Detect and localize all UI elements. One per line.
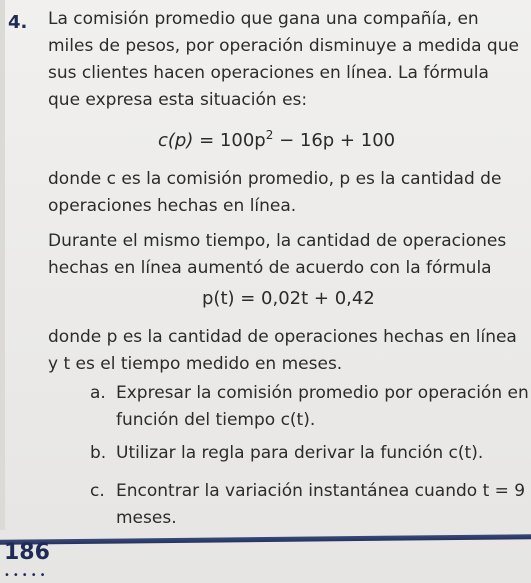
formula-commission — [158, 128, 395, 151]
middle-paragraph — [48, 228, 518, 282]
definition2-paragraph — [48, 324, 518, 378]
page-edge-shadow — [0, 0, 5, 530]
item-text: función del tiempo c(t). — [116, 410, 316, 430]
item-c — [90, 478, 526, 532]
item-text: Utilizar la regla para derivar la función c(t). — [116, 443, 484, 463]
page-number-dots: ••••• — [4, 570, 49, 581]
intro-line: La comisión promedio que gana una compañía, en — [48, 9, 479, 29]
item-a — [90, 380, 529, 434]
middle-line: hechas en línea aumentó de acuerdo con la fórmula — [48, 258, 492, 278]
intro-line: que expresa esta situación es: — [48, 90, 308, 110]
problem-number: 4. — [8, 12, 28, 33]
formula-rest: − 16p + 100 — [279, 130, 396, 151]
formula-lhs: c(p) — [158, 130, 194, 151]
definition2-line: donde p es la cantidad de operaciones hechas en línea — [48, 327, 517, 347]
intro-line: miles de pesos, por operación disminuye a medida que — [48, 36, 519, 56]
footer-rule — [0, 534, 531, 545]
definition2-line: y t es el tiempo medido en meses. — [48, 354, 343, 374]
formula-eq: = 100p — [199, 130, 266, 151]
definition-line: operaciones hechas en línea. — [48, 196, 297, 216]
page-number: 186 — [4, 540, 50, 565]
item-label: a. — [90, 383, 106, 403]
definition-paragraph — [48, 166, 518, 220]
item-label: c. — [90, 481, 105, 501]
item-text: Encontrar la variación instantánea cuando t = 9 — [116, 481, 526, 501]
middle-line: Durante el mismo tiempo, la cantidad de operaciones — [48, 231, 507, 251]
intro-line: sus clientes hacen operaciones en línea. La fórmula — [48, 63, 489, 83]
item-text: meses. — [116, 508, 177, 528]
intro-paragraph — [48, 6, 518, 114]
item-b — [90, 440, 520, 467]
item-label: b. — [90, 443, 107, 463]
formula-operations: p(t) = 0,02t + 0,42 — [202, 288, 375, 309]
formula-exponent: 2 — [265, 128, 274, 142]
definition-line: donde c es la comisión promedio, p es la cantidad de — [48, 169, 502, 189]
item-text: Expresar la comisión promedio por operación en — [116, 383, 529, 403]
